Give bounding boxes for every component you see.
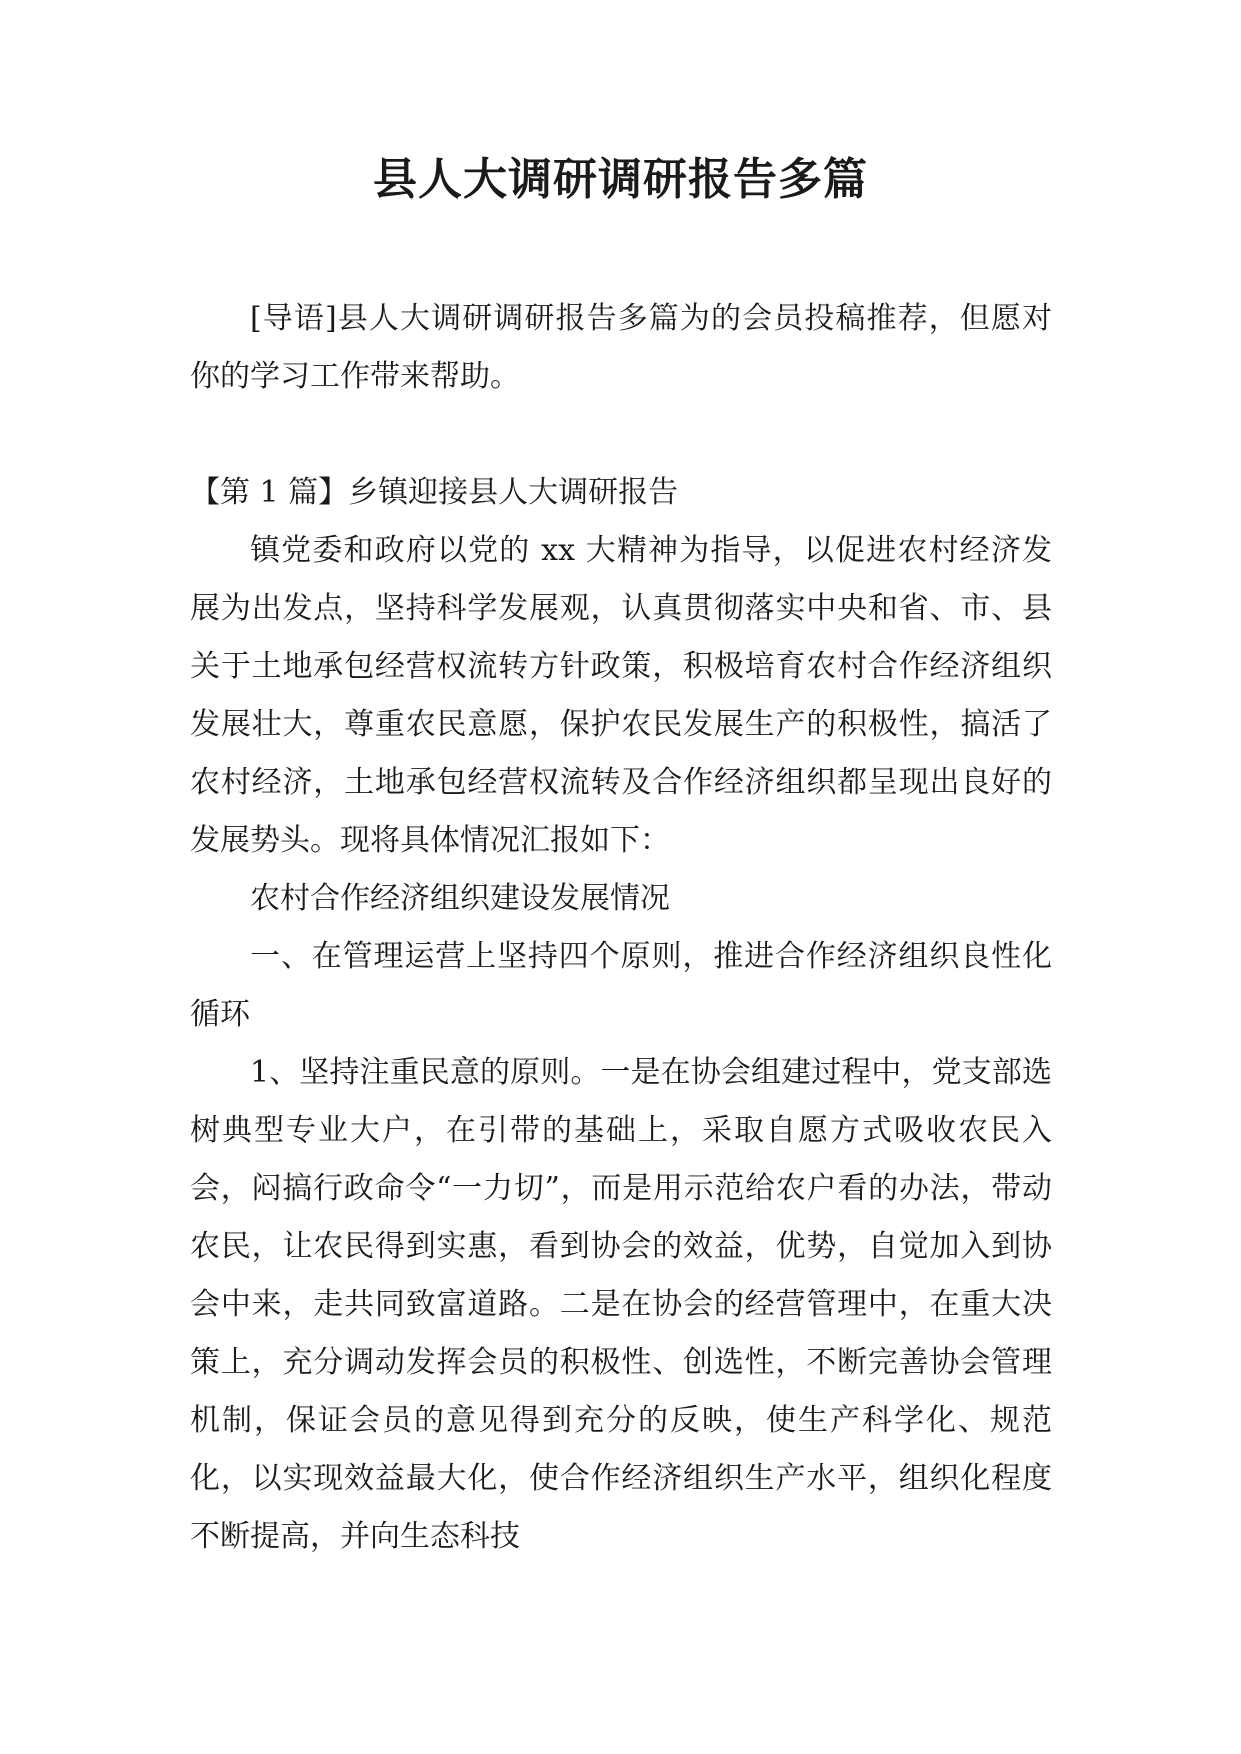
section-heading: 【第 1 篇】乡镇迎接县人大调研报告 [190,475,679,510]
body-paragraph: 一、在管理运营上坚持四个原则，推进合作经济组织良性化循环 [190,939,1052,1032]
document-title: 县人大调研调研报告多篇 [373,154,868,205]
body-paragraph: 农村合作经济组织建设发展情况 [250,881,670,916]
body-paragraph: 镇党委和政府以党的 xx 大精神为指导，以促进农村经济发展为出发点，坚持科学发展观，认真贯彻落实中央和省、市、县关于土地承包经营权流转方针政策，积极培育农村合作经济组织发展壮大，尊重农民意愿，保护农民发展生产的积极性，搞活了农村经济，土地承包经营权流转及合作经济组织都呈现出良好的发展势头。现将具体情况汇报如下： [190,533,1052,858]
document-body [190,290,1052,1566]
intro-paragraph: [导语]县人大调研调研报告多篇为的会员投稿推荐，但愿对你的学习工作带来帮助。 [190,301,1052,394]
body-paragraph: 1、坚持注重民意的原则。一是在协会组建过程中，党支部选树典型专业大户，在引带的基础上，采取自愿方式吸收农民入会，闷搞行政命令“一力切”，而是用示范给农户看的办法，带动农民，让农民得到实惠，看到协会的效益，优势，自觉加入到协会中来，走共同致富道路。二是在协会的经营管理中，在重大决策上，充分调动发挥会员的积极性、创选性，不断完善协会管理机制，保证会员的意见得到充分的反映，使生产科学化、规范化，以实现效益最大化，使合作经济组织生产水平，组织化程度不断提高，并向生态科技 [190,1055,1052,1554]
